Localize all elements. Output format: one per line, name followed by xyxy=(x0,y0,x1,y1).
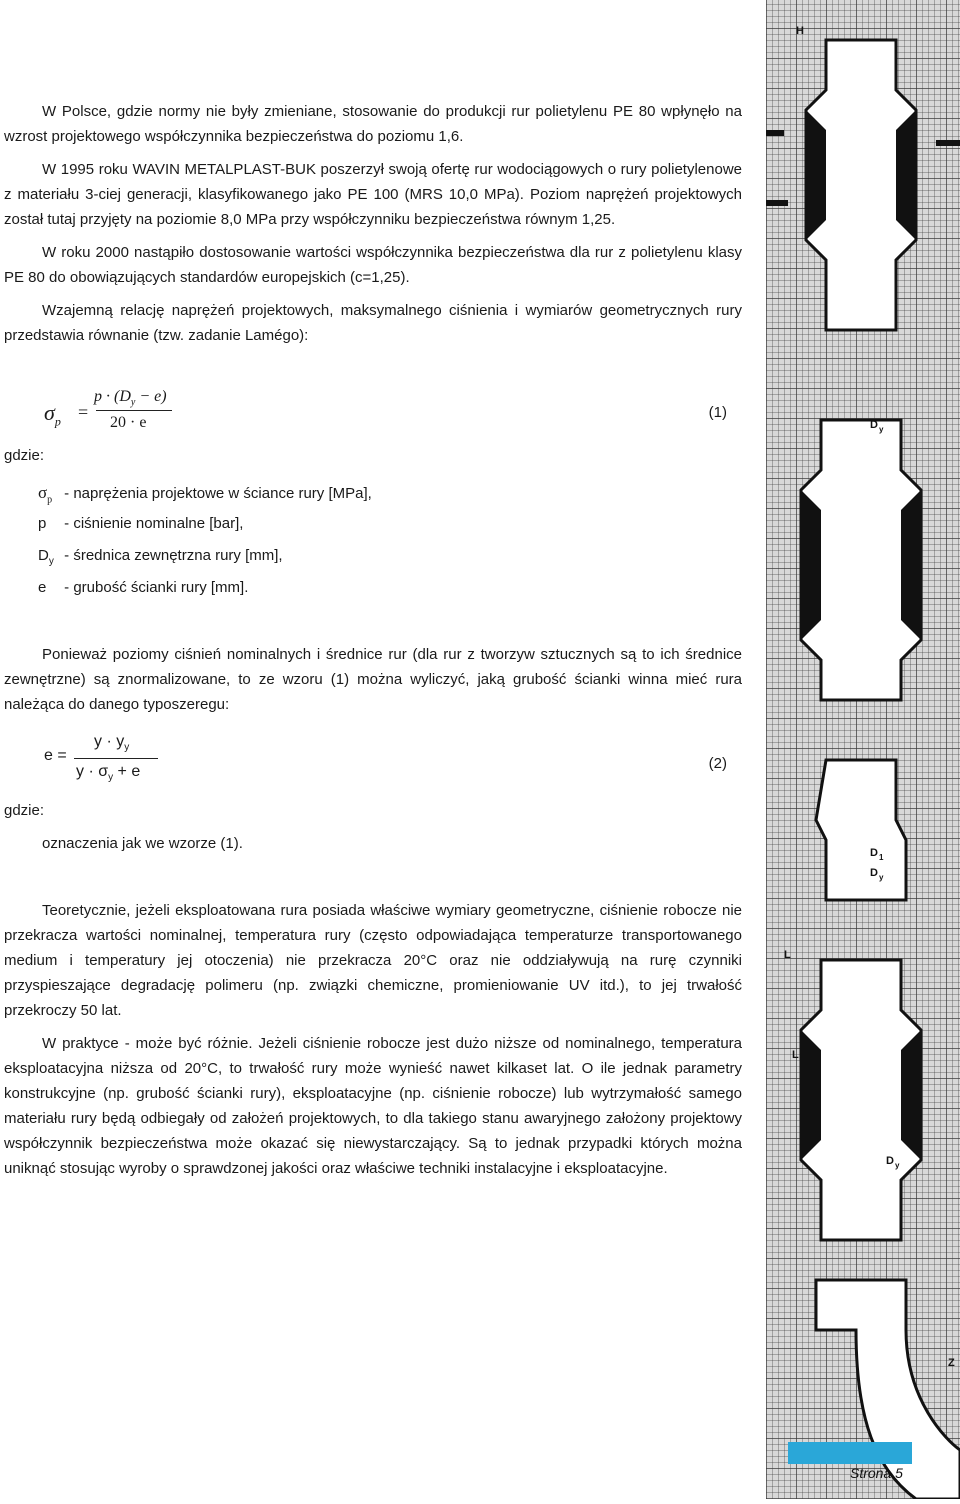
text-block-top xyxy=(4,99,742,348)
legend-item: $\sigma_p$ - naprężenia projektowe w ściance rury [MPa], xyxy=(38,483,372,506)
drawing-label: 1 xyxy=(879,853,884,862)
drawing-label: y xyxy=(879,425,884,434)
text-block-bottom xyxy=(4,898,742,1181)
paragraph: W praktyce - może być różnie. Jeżeli ciśnienie robocze jest dużo niższe od nominalnego, temperatura eksploatacyjna niższa od 20°C, to trwałość rury może wynieść nawet kilkaset lat. O ile jednak parametry konstrukcyjne (np. grubość ścianki rury), eksploatacyjne (np. ciśnienie robocze) lub wytrzymałość samego materiału rury będą odbiegały od założeń projektowych, to dla takiego stanu awaryjnego założony projektowy współczynnik bezpieczeństwa może okazać się niewystarczający. Są to jednak przypadki których można uniknąć stosując wyroby o sprawdzonej jakości oraz właściwe techniki instalacyjne i eksploatacyjne. xyxy=(4,1035,742,1177)
formula-number: (1) xyxy=(708,404,727,421)
paragraph: W Polsce, gdzie normy nie były zmieniane, stosowanie do produkcji rur polietylenu PE 80 wpłynęło na wzrost projektowego współczynnika bezpieczeństwa do poziomu 1,6. xyxy=(4,103,742,145)
paragraph: W 1995 roku WAVIN METALPLAST-BUK poszerzył swoją ofertę rur wodociągowych o rury polietylenowe z materiału 3-ciej generacji, klasyfikowanego jako PE 100 (MRS 10,0 MPa). Poziom naprężeń projektowych został tutaj przyjęty na poziomie 8,0 MPa przy współczynniku bezpieczeństwa równym 1,25. xyxy=(4,161,742,228)
legend-item: $D_y$ - średnica zewnętrzna rury [mm], xyxy=(38,547,283,567)
drawing-label: L xyxy=(792,1049,799,1061)
paragraph: Ponieważ poziomy ciśnień nominalnych i średnice rur (dla rur z tworzyw sztucznych są to ich średnice zewnętrzne) są znormalizowane, to ze wzoru (1) można wyliczyć, jaką grubość ścianki winna mieć rura należąca do danego typoszeregu: xyxy=(4,646,742,713)
drawing-label: D xyxy=(870,867,878,879)
formula-numerator: $p \cdot (D_y - e)$ xyxy=(94,388,167,409)
drawing-label: D xyxy=(870,419,878,431)
formula-number: (2) xyxy=(708,755,727,772)
fraction-bar xyxy=(74,758,158,759)
formula-lhs: e = xyxy=(44,747,67,764)
where-text: oznaczenia jak we wzorze (1). xyxy=(42,835,243,852)
formula-denominator: $y \cdot \sigma_y + e$ xyxy=(76,763,141,784)
formula-lhs: $\sigma_p$ xyxy=(44,400,61,429)
drawing-label: Z xyxy=(948,1357,955,1369)
legend-item: e - grubość ścianki rury [mm]. xyxy=(38,579,249,596)
page-number-badge xyxy=(788,1442,912,1464)
drawing-label: y xyxy=(895,1161,900,1170)
where-label: gdzie: xyxy=(4,447,45,464)
drawing-label: L xyxy=(784,949,791,961)
paragraph: Wzajemną relację naprężeń projektowych, maksymalnego ciśnienia i wymiarów geometrycznych rury przedstawia równanie (tzw. zadanie Lamégo): xyxy=(4,302,742,344)
where-label: gdzie: xyxy=(4,802,45,819)
drawing-label: y xyxy=(879,873,884,882)
legend-item: p - ciśnienie nominalne [bar], xyxy=(38,515,244,532)
formula-denominator: 20 · e xyxy=(110,414,147,431)
text-block-middle xyxy=(4,642,742,717)
formula-2 xyxy=(44,733,727,793)
technical-drawing xyxy=(766,0,960,1499)
drawing-label: D xyxy=(886,1155,894,1167)
pipe-fitting-drawing xyxy=(766,0,960,1499)
formula-numerator: $y \cdot y_y$ xyxy=(94,733,130,754)
formula-1: $\sigma_p$ = $p \cdot (D_y - e)$ 20 · e (1) xyxy=(44,388,727,431)
drawing-label: D xyxy=(870,847,878,859)
page-number: Strona 5 xyxy=(850,1465,903,1481)
paragraph: Teoretycznie, jeżeli eksploatowana rura posiada właściwe wymiary geometryczne, ciśnienie robocze nie przekracza wartości nominalnej, temperatura rury (często odpowiadająca temperaturze transportowanego medium i temperatury jej otoczenia) nie przekracza 20°C oraz nie oddziaływują na rurę czynniki przyspieszające degradację polimeru (np. związki chemiczne, promieniowanie UV itd.), to jej trwałość przekroczy 50 lat. xyxy=(4,902,742,1019)
drawing-label: H xyxy=(796,25,804,37)
fraction-bar xyxy=(96,410,172,411)
paragraph: W roku 2000 nastąpiło dostosowanie wartości współczynnika bezpieczeństwa dla rur z polietylenu klasy PE 80 do obowiązujących standardów europejskich (c=1,25). xyxy=(4,244,742,286)
